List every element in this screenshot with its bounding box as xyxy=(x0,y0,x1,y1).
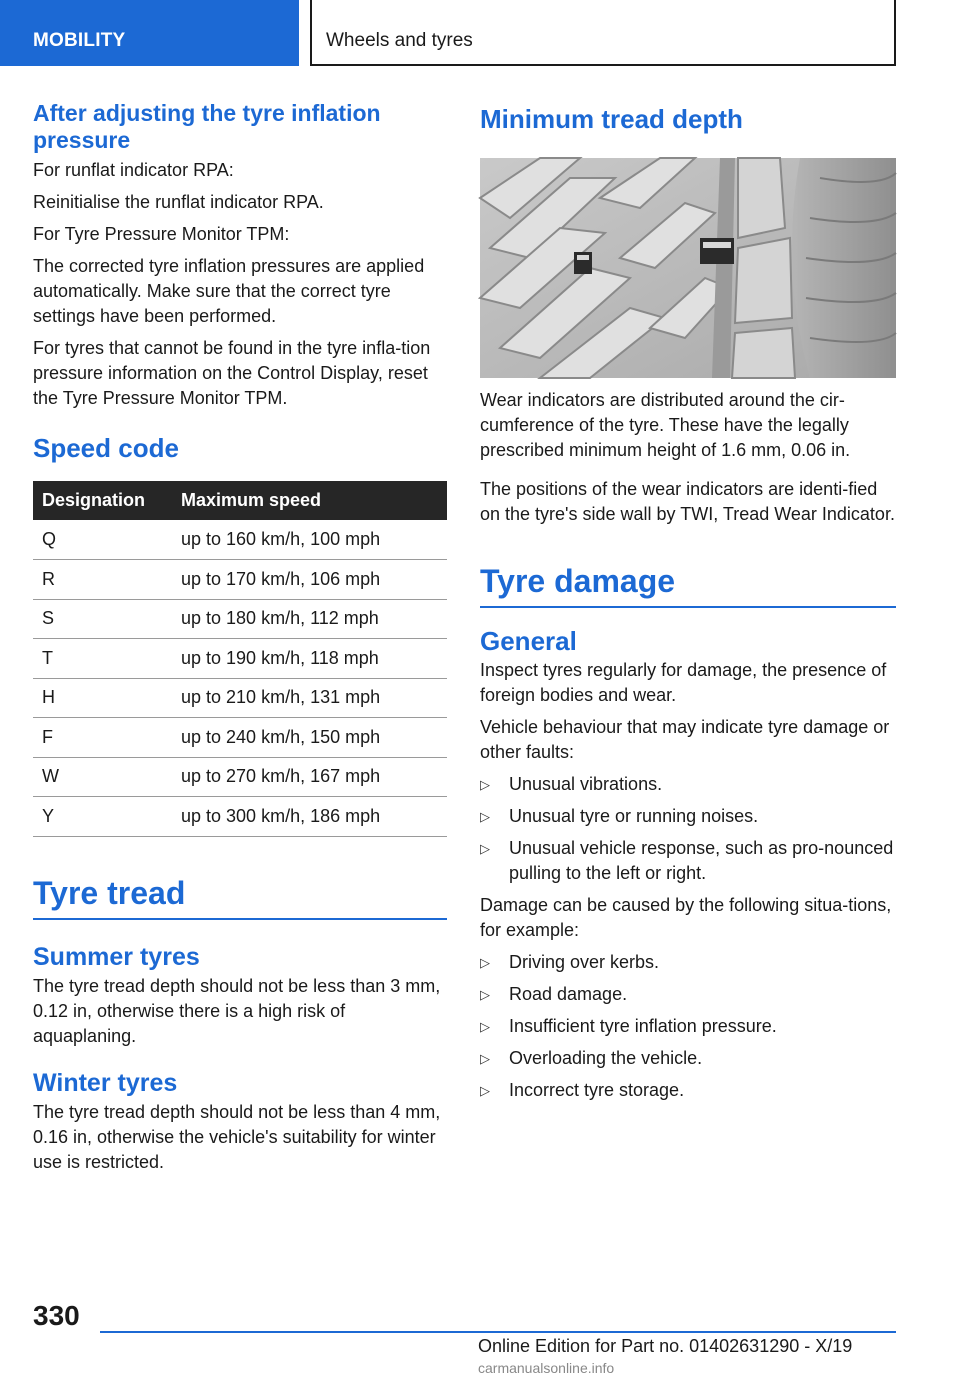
list-item: ▷ Unusual vehicle response, such as pro-nounced pulling to the left or right. xyxy=(480,838,894,883)
max-speed: up to 210 km/h, 131 mph xyxy=(181,678,447,718)
list-item: ▷ Unusual tyre or running noises. xyxy=(480,804,896,829)
behaviour-text: Vehicle behaviour that may indicate tyre damage or other faults: xyxy=(480,717,890,762)
table-header-row xyxy=(33,481,447,520)
table-row xyxy=(33,520,447,560)
chapter-title: Wheels and tyres xyxy=(326,30,473,51)
speed-code: W xyxy=(33,757,181,797)
speed-code: Y xyxy=(33,797,181,837)
right-column xyxy=(480,100,896,1110)
tyre-tread-illustration xyxy=(480,158,896,378)
winter-tyres-text: The tyre tread depth should not be less than 4 mm, 0.16 in, otherwise the vehicle's suitability for winter use is restricted. xyxy=(33,1101,441,1172)
triangle-bullet-icon: ▷ xyxy=(480,1051,490,1066)
list-item: ▷ Road damage. xyxy=(480,982,896,1007)
list-item: ▷ Overloading the vehicle. xyxy=(480,1046,896,1071)
after-adjusting-heading: After adjusting the tyre inflation pressure xyxy=(33,100,381,153)
page-number: 330 xyxy=(33,1300,80,1331)
max-speed: up to 240 km/h, 150 mph xyxy=(181,718,447,758)
list-item: ▷ Insufficient tyre inflation pressure. xyxy=(480,1014,896,1039)
section-title: MOBILITY xyxy=(33,30,126,51)
causes-text: Damage can be caused by the following situa-tions, for example: xyxy=(480,895,892,940)
table-row xyxy=(33,757,447,797)
max-speed: up to 190 km/h, 118 mph xyxy=(181,639,447,679)
causes-list xyxy=(480,950,896,1103)
max-speed: up to 300 km/h, 186 mph xyxy=(181,797,447,837)
tpm-instruction: The corrected tyre inflation pressures are applied automatically. Make sure that the correct tyre settings have been performed. xyxy=(33,256,425,326)
edition-text: Online Edition for Part no. 01402631290 - X/19 xyxy=(478,1336,853,1356)
tyre-damage-heading: Tyre damage xyxy=(480,561,896,608)
table-row xyxy=(33,560,447,600)
rpa-label: For runflat indicator RPA: xyxy=(33,160,234,180)
winter-tyres-heading: Winter tyres xyxy=(33,1068,178,1097)
max-speed: up to 160 km/h, 100 mph xyxy=(181,520,447,560)
chapter-box xyxy=(310,0,896,66)
table-row xyxy=(33,599,447,639)
speed-code: F xyxy=(33,718,181,758)
list-item: ▷ Driving over kerbs. xyxy=(480,950,896,975)
speed-code: H xyxy=(33,678,181,718)
max-speed: up to 170 km/h, 106 mph xyxy=(181,560,447,600)
max-speed: up to 270 km/h, 167 mph xyxy=(181,757,447,797)
footer-divider xyxy=(100,1331,896,1333)
table-row xyxy=(33,639,447,679)
speed-code: Q xyxy=(33,520,181,560)
table-row xyxy=(33,718,447,758)
left-column xyxy=(33,100,447,1182)
table-row xyxy=(33,678,447,718)
speed-code: R xyxy=(33,560,181,600)
triangle-bullet-icon: ▷ xyxy=(480,841,490,856)
tpm-reset-instruction: For tyres that cannot be found in the tyre infla-tion pressure information on the Control Display, reset the Tyre Pressure Monitor TPM. xyxy=(33,338,431,408)
triangle-bullet-icon: ▷ xyxy=(480,1019,490,1034)
max-speed: up to 180 km/h, 112 mph xyxy=(181,599,447,639)
section-tab xyxy=(0,0,299,66)
triangle-bullet-icon: ▷ xyxy=(480,809,490,824)
page-header xyxy=(0,0,960,66)
summer-tyres-heading: Summer tyres xyxy=(33,942,200,971)
triangle-bullet-icon: ▷ xyxy=(480,987,490,1002)
inspect-text: Inspect tyres regularly for damage, the presence of foreign bodies and wear. xyxy=(480,660,887,705)
col-max-speed: Maximum speed xyxy=(181,481,447,520)
triangle-bullet-icon: ▷ xyxy=(480,777,490,792)
min-tread-depth-heading: Minimum tread depth xyxy=(480,104,743,134)
triangle-bullet-icon: ▷ xyxy=(480,1083,490,1098)
speed-code: S xyxy=(33,599,181,639)
tpm-label: For Tyre Pressure Monitor TPM: xyxy=(33,224,290,244)
rpa-instruction: Reinitialise the runflat indicator RPA. xyxy=(33,192,324,212)
col-designation: Designation xyxy=(33,481,181,520)
edition-info xyxy=(478,1336,960,1378)
list-item: ▷ Unusual vibrations. xyxy=(480,772,896,797)
list-item: ▷ Incorrect tyre storage. xyxy=(480,1078,896,1103)
tyre-tread-heading: Tyre tread xyxy=(33,873,447,920)
summer-tyres-text: The tyre tread depth should not be less than 3 mm, 0.12 in, otherwise there is a high risk of aquaplaning. xyxy=(33,975,441,1046)
speed-code-heading: Speed code xyxy=(33,433,179,463)
symptoms-list xyxy=(480,772,896,886)
triangle-bullet-icon: ▷ xyxy=(480,955,490,970)
wear-indicator-text: Wear indicators are distributed around the cir-cumference of the tyre. These have the legally prescribed minimum height of 1.6 mm, 0.06 in. xyxy=(480,390,851,460)
twi-text: The positions of the wear indicators are identi-fied on the tyre's side wall by TWI, Tread Wear Indicator. xyxy=(480,479,895,524)
table-row xyxy=(33,797,447,837)
watermark: carmanualsonline.info xyxy=(478,1360,615,1376)
general-heading: General xyxy=(480,626,577,656)
speed-code-table xyxy=(33,481,447,837)
speed-code: T xyxy=(33,639,181,679)
